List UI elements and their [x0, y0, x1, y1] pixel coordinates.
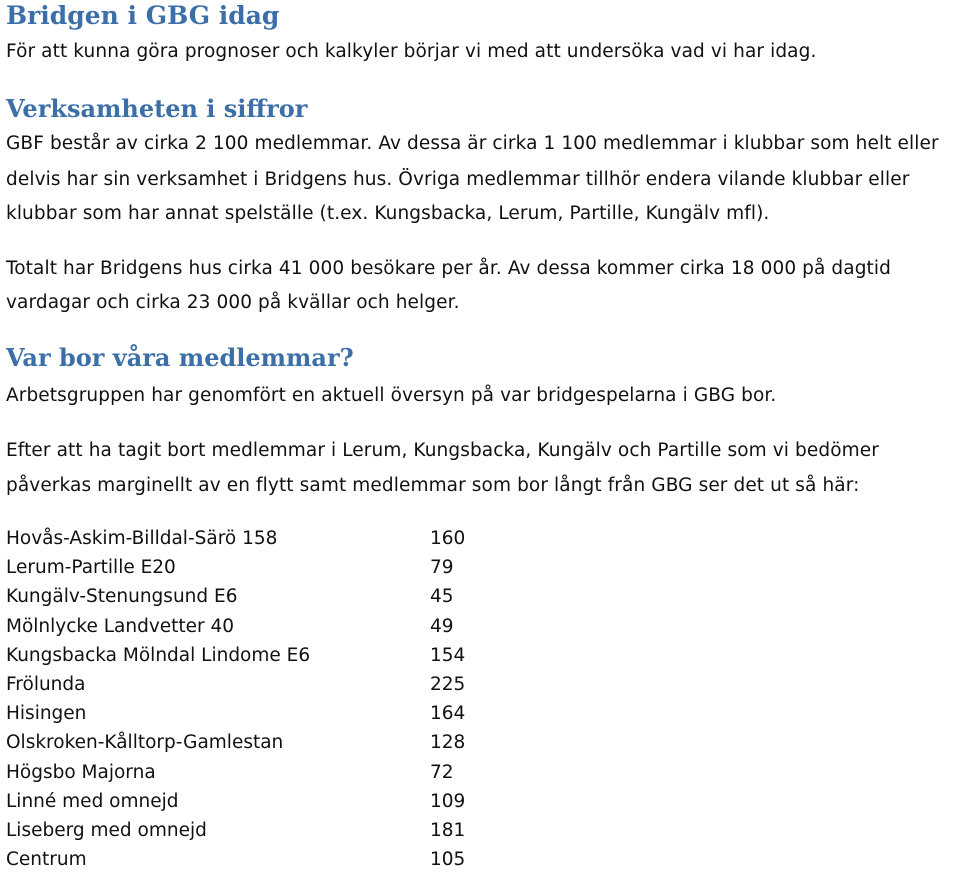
area-name: Kungsbacka Mölndal Lindome E6 — [6, 644, 311, 666]
area-count: 49 — [430, 615, 454, 637]
visitors-line-2: vardagar och cirka 23 000 på kvällar och helger. — [6, 292, 460, 313]
area-count: 109 — [430, 790, 466, 812]
table-row — [6, 816, 566, 845]
area-count: 105 — [430, 849, 466, 871]
area-name: Hovås-Askim-Billdal-Särö 158 — [6, 528, 278, 549]
table-row — [6, 553, 566, 582]
table-row — [6, 845, 566, 874]
area-name: Linné med omnejd — [6, 790, 179, 812]
area-count: 45 — [430, 586, 454, 608]
members-line-2: delvis har sin verksamhet i Bridgens hus. Övriga medlemmar tillhör endera vilande klubbar eller — [6, 169, 910, 190]
area-count: 225 — [430, 673, 466, 695]
table-row — [6, 641, 566, 670]
section-heading-var-bor: Var bor våra medlemmar? — [6, 343, 354, 372]
area-count: 72 — [430, 761, 454, 783]
table-row — [6, 612, 566, 641]
area-name: Frölunda — [6, 673, 86, 695]
table-row — [6, 787, 566, 816]
members-line-3: klubbar som har annat spelställe (t.ex. Kungsbacka, Lerum, Partille, Kungälv mfl). — [6, 203, 770, 224]
area-count: 160 — [430, 528, 466, 549]
section-heading-verksamheten: Verksamheten i siffror — [6, 94, 308, 123]
area-name: Högsbo Majorna — [6, 761, 156, 783]
table-row — [6, 758, 566, 787]
area-name: Liseberg med omnejd — [6, 819, 207, 841]
method-line-2: påverkas marginellt av en flytt samt medlemmar som bor långt från GBG ser det ut så här: — [6, 475, 860, 496]
members-line-1: GBF består av cirka 2 100 medlemmar. Av dessa är cirka 1 100 medlemmar i klubbar som helt eller — [6, 133, 939, 154]
area-name: Lerum-Partille E20 — [6, 557, 176, 579]
table-row — [6, 699, 566, 728]
page-title: Bridgen i GBG idag — [6, 1, 280, 30]
method-line-1: Efter att ha tagit bort medlemmar i Lerum, Kungsbacka, Kungälv och Partille som vi bedömer — [6, 440, 879, 461]
area-name: Hisingen — [6, 703, 87, 725]
intro-text: För att kunna göra prognoser och kalkyler börjar vi med att undersöka vad vi har idag. — [6, 41, 817, 62]
table-row — [6, 728, 566, 757]
table-row — [6, 524, 566, 553]
area-count: 164 — [430, 703, 466, 725]
visitors-line-1: Totalt har Bridgens hus cirka 41 000 besökare per år. Av dessa kommer cirka 18 000 på dagtid — [6, 258, 891, 279]
table-row — [6, 582, 566, 611]
table-row — [6, 670, 566, 699]
area-count: 128 — [430, 732, 466, 754]
survey-text: Arbetsgruppen har genomfört en aktuell översyn på var bridgespelarna i GBG bor. — [6, 385, 777, 406]
area-name: Kungälv-Stenungsund E6 — [6, 586, 238, 608]
area-name: Olskroken-Kålltorp-Gamlestan — [6, 732, 284, 754]
area-count: 181 — [430, 819, 466, 841]
area-count: 154 — [430, 644, 466, 666]
area-table — [6, 524, 566, 874]
area-count: 79 — [430, 557, 454, 579]
area-name: Mölnlycke Landvetter 40 — [6, 615, 235, 637]
area-name: Centrum — [6, 849, 87, 871]
